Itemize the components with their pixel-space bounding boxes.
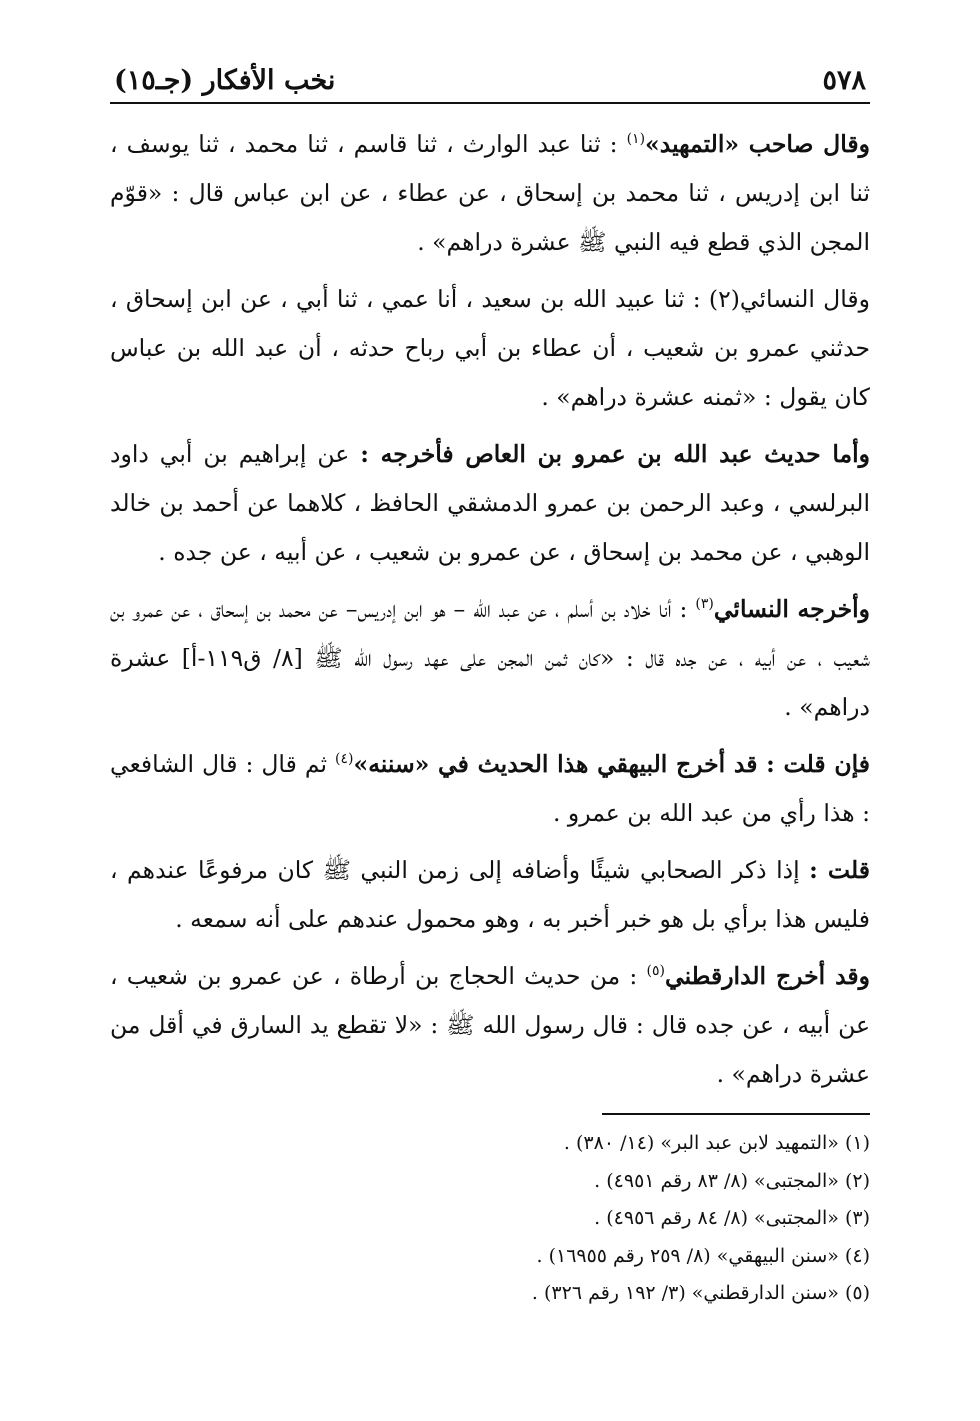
paragraph: [110, 952, 870, 1099]
paragraph-text: : أنا خلاد بن أسلم ، عن عبد الله – هو ابن إدريس– عن محمد بن إسحاق ، عن عمرو بن شعيب ، عن أبيه ، عن جده قال : «كان ثمن المجن على عهد رسول الله ﷺ [٨/ ق١١٩-أ] عشرة دراهم» .: [110, 595, 870, 721]
footnote-ref: (١): [626, 131, 646, 148]
paragraph-lead: وأخرجه النسائي: [713, 595, 870, 623]
paragraph-lead: وأما حديث عبد الله بن عمرو بن العاص فأخرجه :: [360, 440, 870, 468]
footnote-ref: (٣): [695, 596, 714, 613]
page-number: ٥٧٨: [822, 65, 866, 96]
paragraph: [110, 275, 870, 422]
paragraph-text: : من حديث الحجاج بن أرطاة ، عن عمرو بن شعيب ، عن أبيه ، عن جده قال : قال رسول الله ﷺ : «لا تقطع يد السارق في أقل من عشرة دراهم» .: [110, 962, 870, 1088]
paragraph: [110, 740, 870, 838]
footnote: (٣) «المجتبى» (٨/ ٨٤ رقم ٤٩٥٦) .: [594, 1207, 870, 1229]
footnotes: [110, 1125, 870, 1313]
paragraph-text: إذا ذكر الصحابي شيئًا وأضافه إلى زمن النبي ﷺ كان مرفوعًا عندهم ، فليس هذا برأي بل هو خبر أخبر به ، وهو محمول عندهم على أنه سمعه .: [110, 856, 870, 933]
footnote: (٤) «سنن البيهقي» (٨/ ٢٥٩ رقم ١٦٩٥٥) .: [536, 1244, 870, 1267]
paragraph-text: ثم قال : قال الشافعي : هذا رأي من عبد الله بن عمرو .: [110, 750, 870, 827]
paragraph-text: عن إبراهيم بن أبي داود البرلسي ، وعبد الرحمن بن عمرو الدمشقي الحافظ ، كلاهما عن أحمد بن خالد الوهبي ، عن محمد بن إسحاق ، عن عمرو بن شعيب ، عن أبيه ، عن جده .: [110, 440, 870, 566]
footnote-ref: (٤): [335, 751, 354, 768]
paragraph: [110, 585, 870, 732]
paragraph: [110, 430, 870, 577]
paragraph: [110, 120, 870, 267]
paragraph: [110, 846, 870, 944]
paragraph-text: : ثنا عبد الوارث ، ثنا قاسم ، ثنا محمد ، ثنا يوسف ، ثنا ابن إدريس ، ثنا محمد بن إسحاق ، عن عطاء ، عن ابن عباس قال : «قوّم المجن الذي قطع فيه النبي ﷺ عشرة دراهم» .: [110, 130, 870, 256]
footnote: (٢) «المجتبى» (٨/ ٨٣ رقم ٤٩٥١) .: [594, 1169, 870, 1192]
footnote-ref: (٥): [646, 963, 665, 980]
paragraph-lead: وقد أخرج الدارقطني: [665, 962, 870, 990]
paragraph-text: وقال النسائي(٢) : ثنا عبيد الله بن سعيد ، أنا عمي ، ثنا أبي ، عن ابن إسحاق ، حدثني عمرو بن شعيب ، أن عطاء بن أبي رباح حدثه ، أن عبد الله بن عباس كان يقول : «ثمنه عشرة دراهم» .: [110, 285, 870, 411]
paragraph-lead: وقال صاحب «التمهيد»: [645, 130, 870, 158]
running-header: [110, 52, 870, 104]
book-title: نخب الأفكار (جـ١٥): [114, 65, 336, 96]
main-text: [110, 120, 870, 1099]
paragraph-lead: قلت :: [809, 856, 870, 884]
footnote: (١) «التمهيد لابن عبد البر» (١٤/ ٣٨٠) .: [563, 1132, 870, 1154]
footnote: (٥) «سنن الدارقطني» (٣/ ١٩٢ رقم ٣٢٦) .: [531, 1282, 870, 1304]
paragraph-lead: فإن قلت : قد أخرج البيهقي هذا الحديث في «سننه»: [353, 750, 870, 778]
footnote-separator: [602, 1113, 870, 1115]
